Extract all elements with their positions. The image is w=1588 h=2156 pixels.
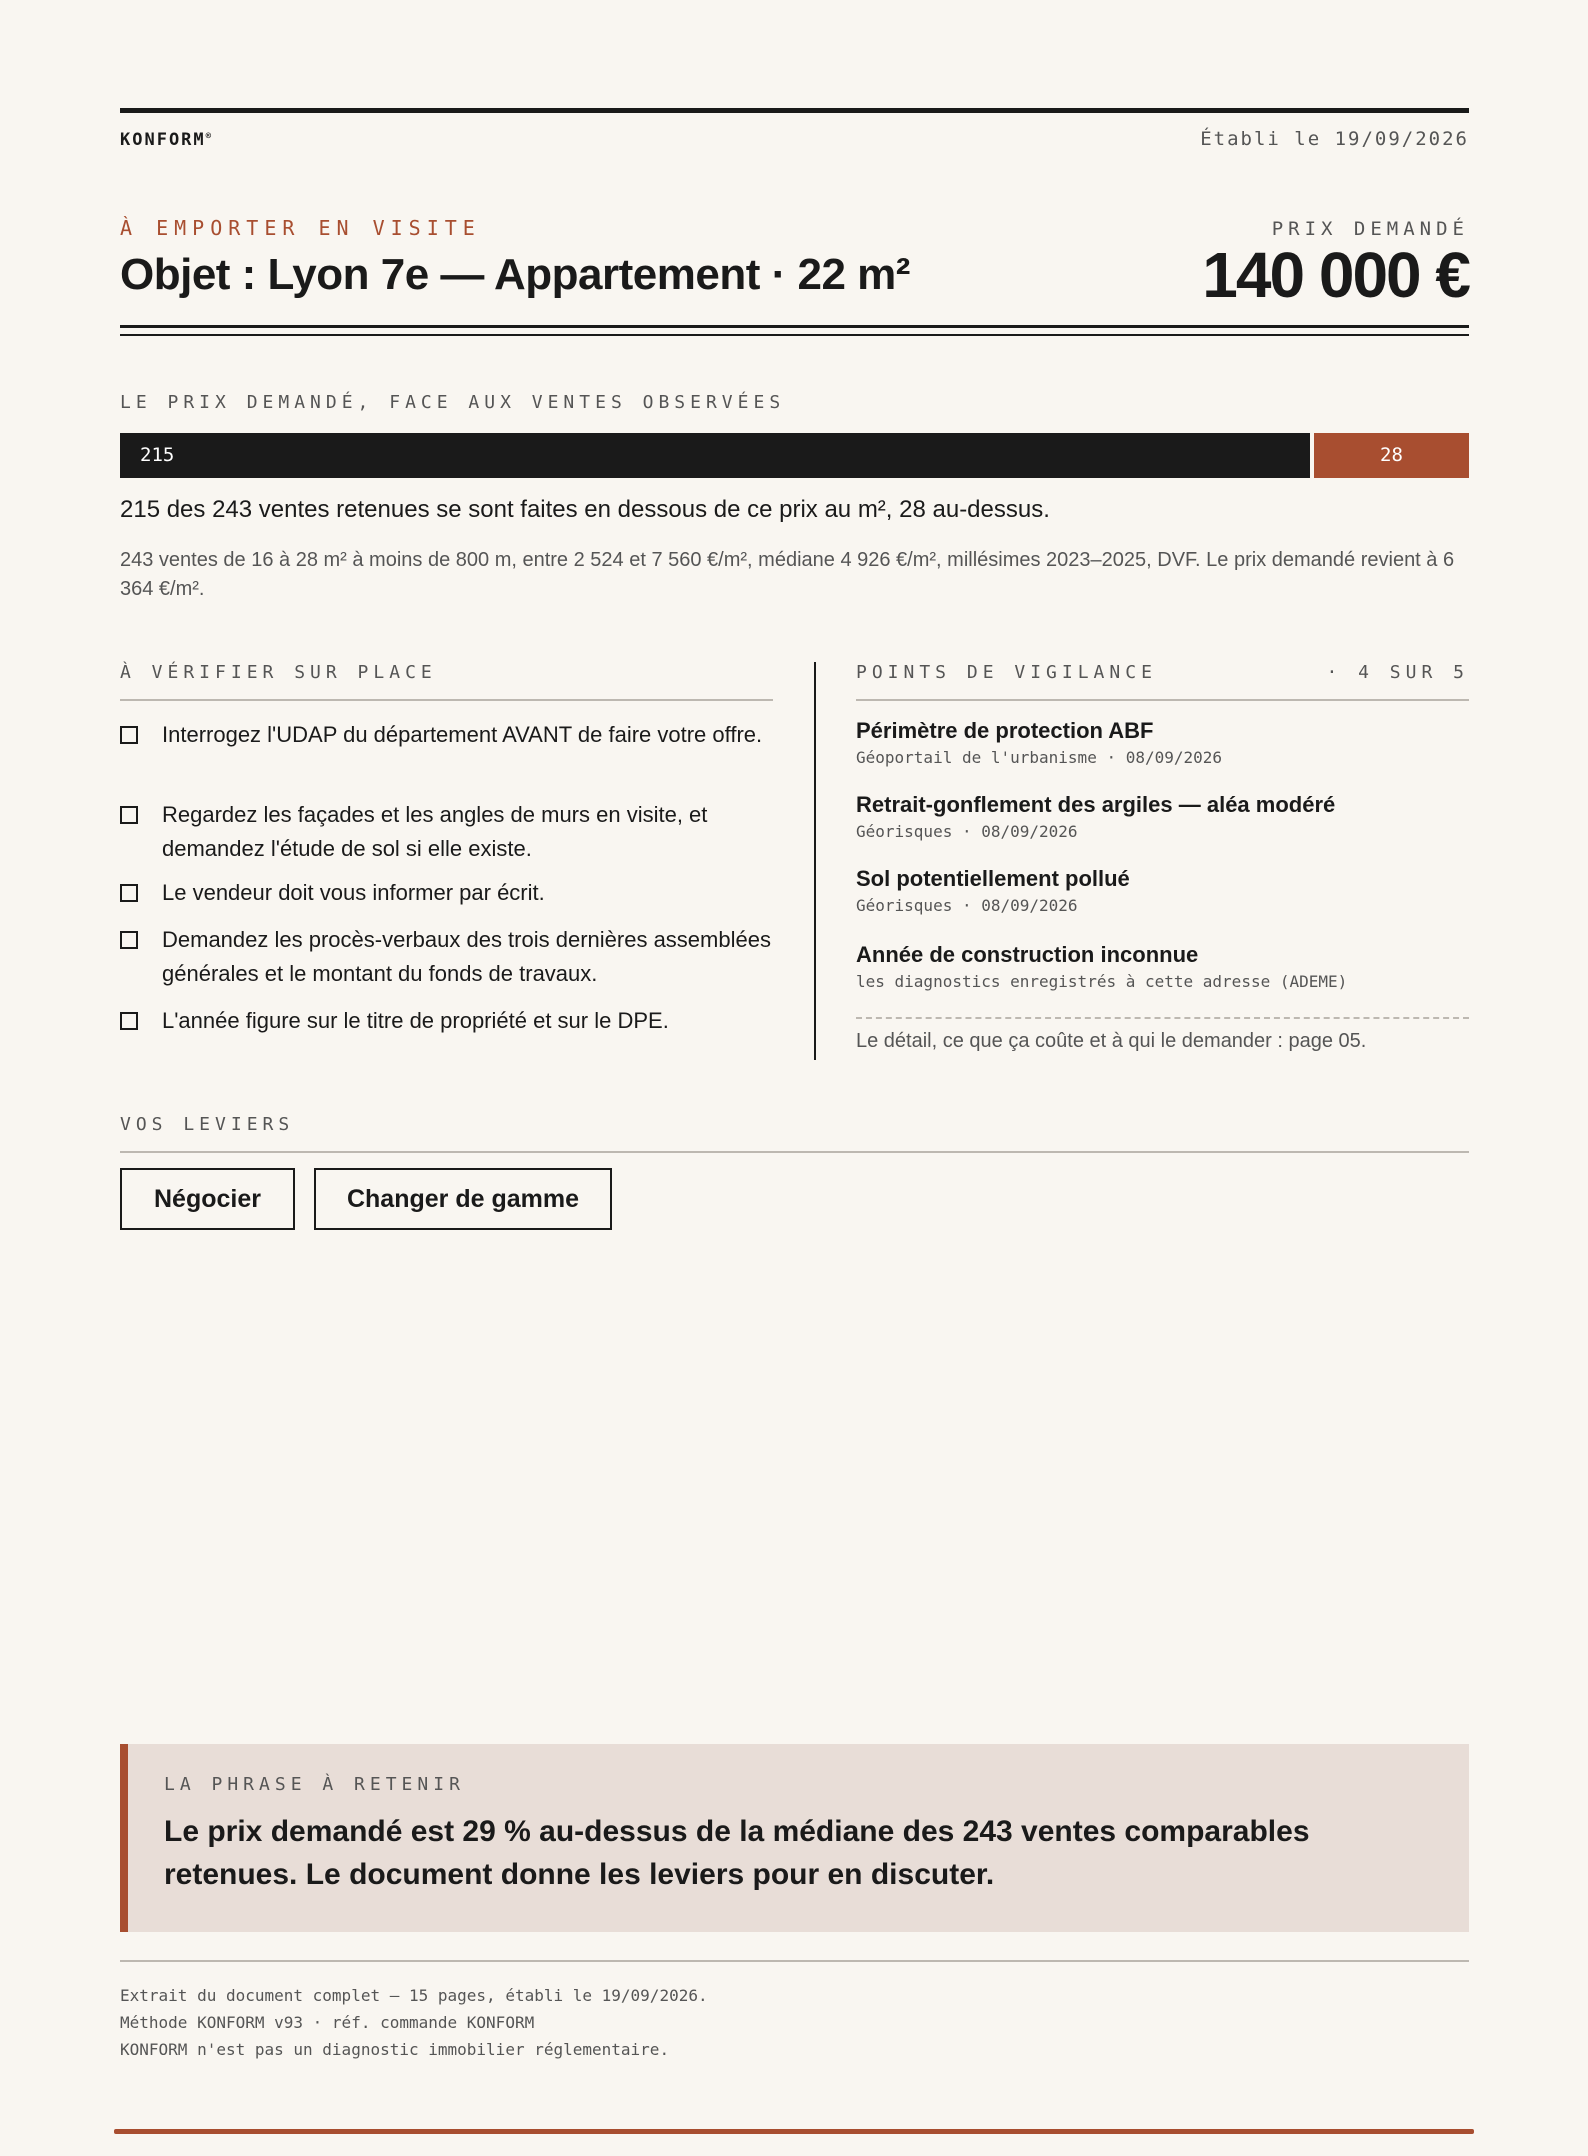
levers-label: VOS LEVIERS — [120, 1114, 295, 1135]
quote-accent-bar — [120, 1744, 128, 1932]
key-phrase-box — [120, 1744, 1469, 1932]
checkbox[interactable] — [120, 806, 138, 824]
negotiate-button[interactable]: Négocier — [120, 1168, 295, 1230]
issued-date: Établi le 19/09/2026 — [1200, 128, 1469, 150]
double-rule-bottom — [120, 334, 1469, 336]
vigilance-item — [856, 716, 1469, 770]
checklist-section — [120, 662, 773, 1033]
vigilance-item — [856, 864, 1469, 918]
comparison-note: 243 ventes de 16 à 28 m² à moins de 800 m, entre 2 524 et 7 560 €/m², médiane 4 926 €/m², millésimes 2023–2025, DVF. Le prix demandé revient à 6 364 €/m². — [120, 549, 1455, 600]
vigilance-count: · 4 SUR 5 — [1326, 662, 1469, 683]
checkbox[interactable] — [120, 1012, 138, 1030]
footer-rule — [120, 1960, 1469, 1962]
vigilance-source: Géoportail de l'urbanisme · 08/09/2026 — [856, 748, 1223, 767]
column-divider — [814, 662, 816, 1060]
vigilance-source: les diagnostics enregistrés à cette adresse (ADEME) — [856, 972, 1348, 991]
checklist-item[interactable]: Regardez les façades et les angles de murs en visite, et demandez l'étude de sol si elle existe. — [120, 798, 773, 866]
top-rule — [120, 108, 1469, 113]
vigilance-title: Retrait-gonflement des argiles — aléa modéré — [856, 792, 1336, 817]
price-value: 140 000 € — [1202, 239, 1469, 311]
brand-logo: KONFORM® — [120, 130, 212, 150]
checklist-label: À VÉRIFIER SUR PLACE — [120, 662, 437, 683]
footer-line: Extrait du document complet — 15 pages, établi le 19/09/2026. — [120, 1986, 708, 2005]
vigilance-source: Géorisques · 08/09/2026 — [856, 822, 1078, 841]
vigilance-header — [856, 662, 1469, 701]
vigilance-detail: Le détail, ce que ça coûte et à qui le demander : page 05. — [856, 1030, 1367, 1052]
price-label: PRIX DEMANDÉ — [1271, 218, 1469, 240]
bar-segment-above: 28 — [1314, 433, 1469, 478]
vigilance-title: Périmètre de protection ABF — [856, 718, 1154, 743]
checkbox[interactable] — [120, 726, 138, 744]
checkbox[interactable] — [120, 931, 138, 949]
checklist-item[interactable]: Demandez les procès-verbaux des trois dernières assemblées générales et le montant du fonds de travaux. — [120, 923, 773, 991]
checklist-header — [120, 662, 773, 701]
vigilance-source: Géorisques · 08/09/2026 — [856, 896, 1078, 915]
bar-segment-below: 215 — [120, 433, 1310, 478]
key-phrase-text: Le prix demandé est 29 % au-dessus de la médiane des 243 ventes comparables retenues. Le document donne les leviers pour en discuter. — [164, 1815, 1310, 1891]
sales-distribution-bar — [120, 433, 1469, 478]
footer-line: Méthode KONFORM v93 · réf. commande KONFORM — [120, 2013, 535, 2032]
checklist-item[interactable]: Le vendeur doit vous informer par écrit. — [120, 876, 773, 910]
footer-line: KONFORM n'est pas un diagnostic immobilier réglementaire. — [120, 2040, 670, 2059]
page-title: Objet : Lyon 7e — Appartement · 22 m² — [120, 250, 910, 299]
comparison-lead: 215 des 243 ventes retenues se sont faites en dessous de ce prix au m², 28 au-dessus. — [120, 496, 1050, 523]
bottom-accent-rule — [114, 2129, 1474, 2134]
checklist-item[interactable]: L'année figure sur le titre de propriété et sur le DPE. — [120, 1004, 773, 1038]
vigilance-title: Sol potentiellement pollué — [856, 866, 1130, 891]
checkbox[interactable] — [120, 884, 138, 902]
dashed-divider — [856, 1017, 1469, 1019]
vigilance-label: POINTS DE VIGILANCE — [856, 662, 1157, 683]
double-rule-top — [120, 325, 1469, 328]
vigilance-section — [856, 662, 1469, 1052]
comparison-label: LE PRIX DEMANDÉ, FACE AUX VENTES OBSERVÉES — [120, 392, 786, 413]
levers-header — [120, 1114, 1469, 1153]
footer — [120, 1982, 708, 2063]
checklist-item[interactable]: Interrogez l'UDAP du département AVANT de faire votre offre. — [120, 718, 773, 752]
key-phrase-label: LA PHRASE À RETENIR — [164, 1774, 465, 1795]
vigilance-item — [856, 940, 1469, 994]
change-range-button[interactable]: Changer de gamme — [314, 1168, 612, 1230]
vigilance-item — [856, 790, 1469, 844]
vigilance-title: Année de construction inconnue — [856, 942, 1199, 967]
hero-kicker: À EMPORTER EN VISITE — [120, 216, 481, 240]
